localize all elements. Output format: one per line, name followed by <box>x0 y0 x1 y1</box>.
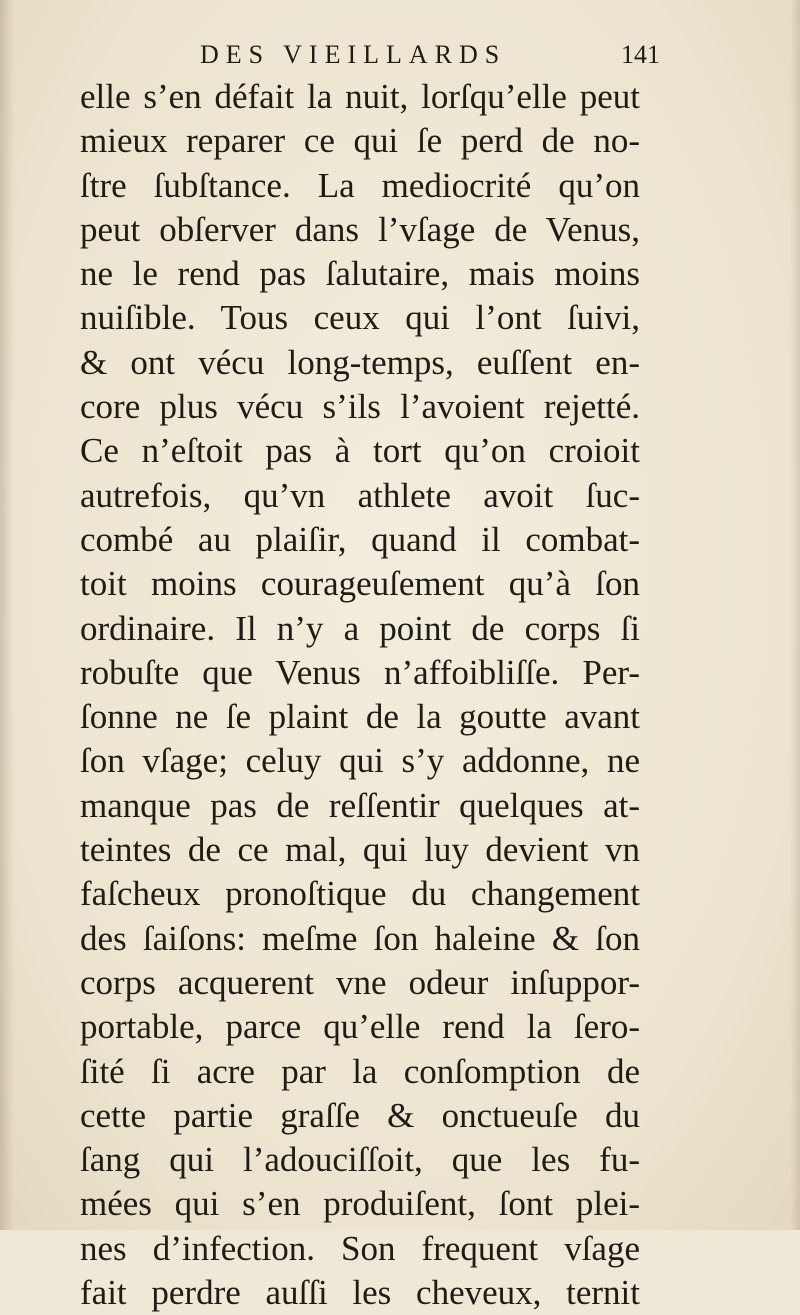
text-line: nuiſible. Tous ceux qui l’ont ſuivi, <box>80 298 640 338</box>
text-line: ſon vſage; celuy qui s’y addonne, ne <box>80 741 640 781</box>
text-line: ſtre ſubſtance. La mediocrité qu’on <box>80 165 640 205</box>
page-edge-shadow-left <box>0 0 14 1230</box>
text-line: cette partie graſſe & onctueuſe du <box>80 1095 640 1135</box>
text-line: faſcheux pronoſtique du changement <box>80 874 640 914</box>
text-line: mées qui s’en produiſent, ſont plei- <box>80 1184 640 1224</box>
page-number: 141 <box>621 40 660 69</box>
text-line: mieux reparer ce qui ſe perd de no- <box>80 121 640 161</box>
text-line: portable, parce qu’elle rend la ſero- <box>80 1007 640 1047</box>
page-edge-shadow-right <box>790 0 800 1230</box>
text-line: peut obſerver dans l’vſage de Venus, <box>80 209 640 249</box>
text-line: combé au plaiſir, quand il combat- <box>80 519 640 559</box>
text-line: ſang qui l’adouciſſoit, que les fu- <box>80 1140 640 1180</box>
text-line: autrefois, qu’vn athlete avoit ſuc- <box>80 475 640 515</box>
text-line: & ont vécu long-temps, euſſent en- <box>80 342 640 382</box>
text-line: ne le rend pas ſalutaire, mais moins <box>80 254 640 294</box>
text-line: Ce n’eſtoit pas à tort qu’on croioit <box>80 431 640 471</box>
running-title: DES VIEILLARDS <box>200 40 507 69</box>
text-line: fait perdre auſſi les cheveux, ternit <box>80 1273 640 1313</box>
text-line: nes d’infection. Son frequent vſage <box>80 1228 640 1268</box>
page-header <box>200 40 660 80</box>
text-line: des ſaiſons: meſme ſon haleine & ſon <box>80 918 640 958</box>
text-line: core plus vécu s’ils l’avoient rejetté. <box>80 387 640 427</box>
text-line: ſonne ne ſe plaint de la goutte avant <box>80 697 640 737</box>
text-line: robuſte que Venus n’affoibliſſe. Per- <box>80 652 640 692</box>
text-line: ordinaire. Il n’y a point de corps ſi <box>80 608 640 648</box>
text-line: teintes de ce mal, qui luy devient vn <box>80 830 640 870</box>
text-line: manque pas de reſſentir quelques at- <box>80 785 640 825</box>
text-line: corps acquerent vne odeur inſuppor- <box>80 962 640 1002</box>
text-line: toit moins courageuſement qu’à ſon <box>80 564 640 604</box>
text-line: elle s’en défait la nuit, lorſqu’elle peut <box>80 77 640 116</box>
text-line: ſité ſi acre par la conſomption de <box>80 1051 640 1091</box>
body-text <box>80 75 640 1315</box>
